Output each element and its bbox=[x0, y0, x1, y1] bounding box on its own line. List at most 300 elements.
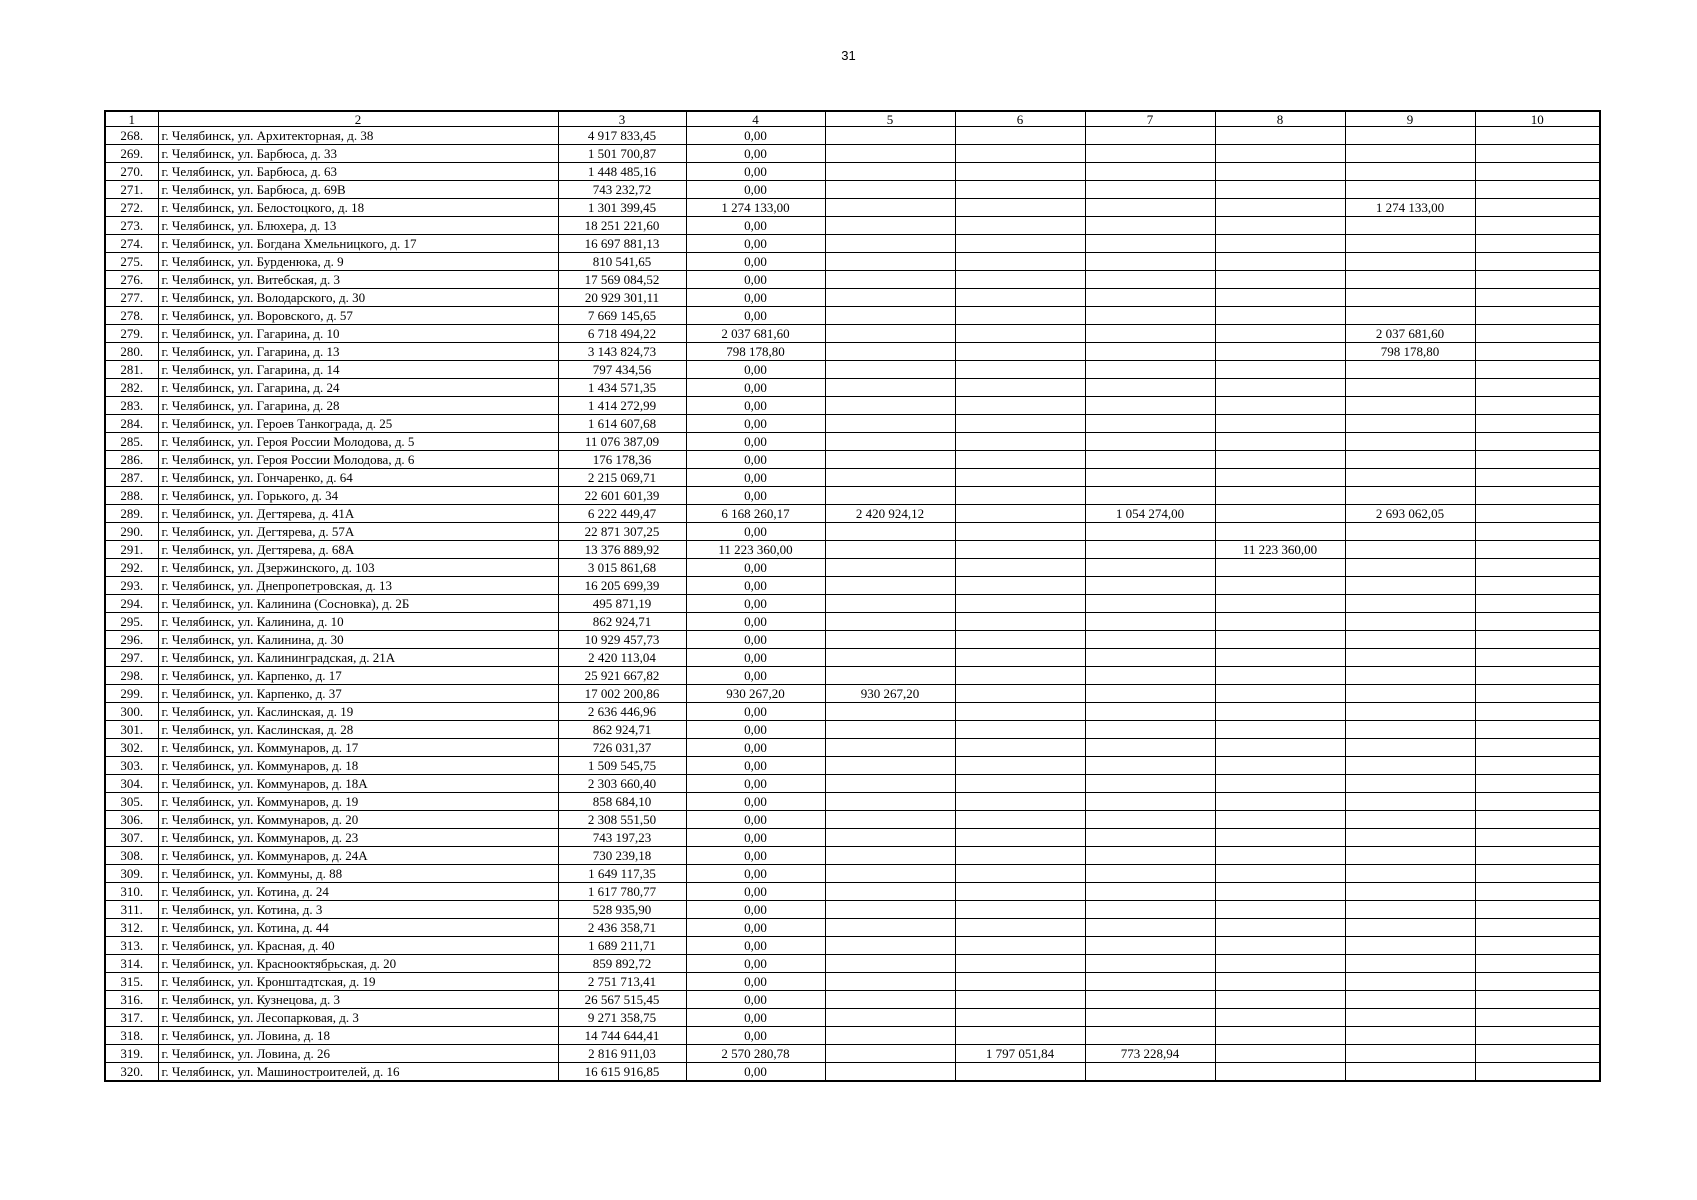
col-5-cell bbox=[825, 487, 955, 505]
table-row bbox=[105, 703, 1600, 721]
col-total-cost-cell: 2 636 446,96 bbox=[558, 703, 686, 721]
col-address-cell: г. Челябинск, ул. Воровского, д. 57 bbox=[158, 307, 558, 325]
col-9-cell bbox=[1345, 127, 1475, 145]
col-5-cell bbox=[825, 937, 955, 955]
col-10-cell bbox=[1475, 649, 1600, 667]
col-total-cost-cell: 16 697 881,13 bbox=[558, 235, 686, 253]
col-address-cell: г. Челябинск, ул. Дегтярева, д. 41А bbox=[158, 505, 558, 523]
col-8-cell bbox=[1215, 901, 1345, 919]
col-address-cell: г. Челябинск, ул. Калинина (Сосновка), д. 2Б bbox=[158, 595, 558, 613]
col-5-cell bbox=[825, 631, 955, 649]
col-total-cost-cell: 528 935,90 bbox=[558, 901, 686, 919]
col-10-cell bbox=[1475, 865, 1600, 883]
col-9-cell bbox=[1345, 883, 1475, 901]
col-amount-cell: 0,00 bbox=[686, 613, 825, 631]
col-amount-cell: 0,00 bbox=[686, 433, 825, 451]
col-6-cell bbox=[955, 973, 1085, 991]
col-number-cell: 270. bbox=[105, 163, 158, 181]
col-number-cell: 273. bbox=[105, 217, 158, 235]
table-row bbox=[105, 847, 1600, 865]
col-7-cell bbox=[1085, 523, 1215, 541]
col-6-cell bbox=[955, 739, 1085, 757]
col-5-cell bbox=[825, 325, 955, 343]
col-6-cell bbox=[955, 289, 1085, 307]
col-number-cell: 282. bbox=[105, 379, 158, 397]
col-10-cell bbox=[1475, 217, 1600, 235]
col-8-cell bbox=[1215, 973, 1345, 991]
col-address-cell: г. Челябинск, ул. Блюхера, д. 13 bbox=[158, 217, 558, 235]
table-row bbox=[105, 145, 1600, 163]
col-9-cell bbox=[1345, 631, 1475, 649]
col-7-cell bbox=[1085, 991, 1215, 1009]
col-5-cell bbox=[825, 307, 955, 325]
col-7-cell bbox=[1085, 775, 1215, 793]
col-number-cell: 274. bbox=[105, 235, 158, 253]
col-8-cell bbox=[1215, 343, 1345, 361]
col-amount-cell: 0,00 bbox=[686, 163, 825, 181]
col-8-cell bbox=[1215, 991, 1345, 1009]
col-10-cell bbox=[1475, 163, 1600, 181]
col-6-cell bbox=[955, 775, 1085, 793]
col-8-cell bbox=[1215, 199, 1345, 217]
col-10-cell bbox=[1475, 991, 1600, 1009]
col-5-cell bbox=[825, 955, 955, 973]
col-amount-cell: 0,00 bbox=[686, 379, 825, 397]
col-total-cost-cell: 1 649 117,35 bbox=[558, 865, 686, 883]
col-6-cell bbox=[955, 181, 1085, 199]
col-number-cell: 292. bbox=[105, 559, 158, 577]
col-9-cell bbox=[1345, 649, 1475, 667]
col-total-cost-cell: 726 031,37 bbox=[558, 739, 686, 757]
page-number: 31 bbox=[841, 48, 856, 63]
col-9-cell bbox=[1345, 451, 1475, 469]
col-9-cell bbox=[1345, 721, 1475, 739]
col-10-cell bbox=[1475, 1063, 1600, 1082]
col-6-cell: 1 797 051,84 bbox=[955, 1045, 1085, 1063]
col-9-cell bbox=[1345, 1009, 1475, 1027]
col-address-cell: г. Челябинск, ул. Лесопарковая, д. 3 bbox=[158, 1009, 558, 1027]
col-number-cell: 312. bbox=[105, 919, 158, 937]
col-amount-cell: 0,00 bbox=[686, 217, 825, 235]
col-address-cell: г. Челябинск, ул. Героя России Молодова, д. 6 bbox=[158, 451, 558, 469]
col-7-cell bbox=[1085, 487, 1215, 505]
col-10-cell bbox=[1475, 433, 1600, 451]
col-9-cell bbox=[1345, 865, 1475, 883]
col-amount-cell: 0,00 bbox=[686, 127, 825, 145]
col-9-cell: 2 693 062,05 bbox=[1345, 505, 1475, 523]
col-5-cell bbox=[825, 433, 955, 451]
col-6-cell bbox=[955, 847, 1085, 865]
col-total-cost-cell: 1 414 272,99 bbox=[558, 397, 686, 415]
col-10-cell bbox=[1475, 523, 1600, 541]
col-8-cell bbox=[1215, 433, 1345, 451]
col-6-cell bbox=[955, 1063, 1085, 1082]
table-row bbox=[105, 127, 1600, 145]
col-number-cell: 315. bbox=[105, 973, 158, 991]
col-9-cell bbox=[1345, 307, 1475, 325]
table-body bbox=[105, 127, 1600, 1082]
col-number-cell: 309. bbox=[105, 865, 158, 883]
col-address-cell: г. Челябинск, ул. Володарского, д. 30 bbox=[158, 289, 558, 307]
col-address-cell: г. Челябинск, ул. Котина, д. 3 bbox=[158, 901, 558, 919]
col-5-cell bbox=[825, 973, 955, 991]
col-6-cell bbox=[955, 919, 1085, 937]
col-total-cost-cell: 1 617 780,77 bbox=[558, 883, 686, 901]
col-address-cell: г. Челябинск, ул. Карпенко, д. 17 bbox=[158, 667, 558, 685]
col-9-cell bbox=[1345, 361, 1475, 379]
col-10-cell bbox=[1475, 667, 1600, 685]
col-number-cell: 288. bbox=[105, 487, 158, 505]
col-total-cost-cell: 22 871 307,25 bbox=[558, 523, 686, 541]
col-number-cell: 286. bbox=[105, 451, 158, 469]
col-6-cell bbox=[955, 433, 1085, 451]
col-10-cell bbox=[1475, 721, 1600, 739]
col-6-cell bbox=[955, 991, 1085, 1009]
col-7-cell bbox=[1085, 793, 1215, 811]
table-row bbox=[105, 649, 1600, 667]
col-total-cost-cell: 18 251 221,60 bbox=[558, 217, 686, 235]
col-address-cell: г. Челябинск, ул. Калининградская, д. 21А bbox=[158, 649, 558, 667]
column-header-9: 9 bbox=[1345, 111, 1475, 127]
col-7-cell bbox=[1085, 253, 1215, 271]
col-6-cell bbox=[955, 685, 1085, 703]
col-number-cell: 285. bbox=[105, 433, 158, 451]
col-total-cost-cell: 743 197,23 bbox=[558, 829, 686, 847]
col-5-cell bbox=[825, 847, 955, 865]
col-amount-cell: 0,00 bbox=[686, 973, 825, 991]
col-6-cell bbox=[955, 883, 1085, 901]
col-6-cell bbox=[955, 613, 1085, 631]
col-total-cost-cell: 25 921 667,82 bbox=[558, 667, 686, 685]
col-5-cell bbox=[825, 343, 955, 361]
col-10-cell bbox=[1475, 307, 1600, 325]
col-8-cell bbox=[1215, 271, 1345, 289]
col-number-cell: 295. bbox=[105, 613, 158, 631]
col-address-cell: г. Челябинск, ул. Гагарина, д. 13 bbox=[158, 343, 558, 361]
col-7-cell bbox=[1085, 1027, 1215, 1045]
col-10-cell bbox=[1475, 325, 1600, 343]
col-7-cell bbox=[1085, 865, 1215, 883]
col-amount-cell: 0,00 bbox=[686, 145, 825, 163]
col-address-cell: г. Челябинск, ул. Коммунаров, д. 18А bbox=[158, 775, 558, 793]
table-row bbox=[105, 469, 1600, 487]
col-10-cell bbox=[1475, 631, 1600, 649]
col-total-cost-cell: 3 143 824,73 bbox=[558, 343, 686, 361]
col-6-cell bbox=[955, 559, 1085, 577]
col-8-cell bbox=[1215, 181, 1345, 199]
col-9-cell: 798 178,80 bbox=[1345, 343, 1475, 361]
col-10-cell bbox=[1475, 937, 1600, 955]
col-6-cell bbox=[955, 361, 1085, 379]
col-total-cost-cell: 1 689 211,71 bbox=[558, 937, 686, 955]
col-amount-cell: 0,00 bbox=[686, 487, 825, 505]
col-9-cell bbox=[1345, 145, 1475, 163]
table-row bbox=[105, 631, 1600, 649]
col-5-cell bbox=[825, 379, 955, 397]
col-9-cell bbox=[1345, 289, 1475, 307]
col-address-cell: г. Челябинск, ул. Калинина, д. 30 bbox=[158, 631, 558, 649]
col-number-cell: 314. bbox=[105, 955, 158, 973]
col-total-cost-cell: 17 569 084,52 bbox=[558, 271, 686, 289]
col-address-cell: г. Челябинск, ул. Дегтярева, д. 57А bbox=[158, 523, 558, 541]
col-6-cell bbox=[955, 379, 1085, 397]
col-address-cell: г. Челябинск, ул. Архитекторная, д. 38 bbox=[158, 127, 558, 145]
col-8-cell bbox=[1215, 559, 1345, 577]
table-row bbox=[105, 199, 1600, 217]
col-7-cell bbox=[1085, 613, 1215, 631]
col-address-cell: г. Челябинск, ул. Бурденюка, д. 9 bbox=[158, 253, 558, 271]
col-8-cell bbox=[1215, 595, 1345, 613]
col-amount-cell: 2 570 280,78 bbox=[686, 1045, 825, 1063]
col-7-cell bbox=[1085, 937, 1215, 955]
col-address-cell: г. Челябинск, ул. Дегтярева, д. 68А bbox=[158, 541, 558, 559]
col-amount-cell: 0,00 bbox=[686, 937, 825, 955]
col-7-cell bbox=[1085, 1063, 1215, 1082]
col-6-cell bbox=[955, 667, 1085, 685]
col-7-cell bbox=[1085, 883, 1215, 901]
table-row bbox=[105, 307, 1600, 325]
col-amount-cell: 0,00 bbox=[686, 361, 825, 379]
table-row bbox=[105, 1045, 1600, 1063]
col-address-cell: г. Челябинск, ул. Гагарина, д. 28 bbox=[158, 397, 558, 415]
col-5-cell bbox=[825, 415, 955, 433]
column-header-4: 4 bbox=[686, 111, 825, 127]
col-5-cell bbox=[825, 271, 955, 289]
col-amount-cell: 0,00 bbox=[686, 1027, 825, 1045]
col-total-cost-cell: 1 434 571,35 bbox=[558, 379, 686, 397]
col-10-cell bbox=[1475, 199, 1600, 217]
col-6-cell bbox=[955, 1009, 1085, 1027]
col-6-cell bbox=[955, 271, 1085, 289]
col-8-cell bbox=[1215, 613, 1345, 631]
col-address-cell: г. Челябинск, ул. Краснооктябрьская, д. 20 bbox=[158, 955, 558, 973]
col-address-cell: г. Челябинск, ул. Барбюса, д. 63 bbox=[158, 163, 558, 181]
col-number-cell: 317. bbox=[105, 1009, 158, 1027]
col-number-cell: 279. bbox=[105, 325, 158, 343]
col-5-cell bbox=[825, 811, 955, 829]
col-6-cell bbox=[955, 793, 1085, 811]
col-7-cell bbox=[1085, 1009, 1215, 1027]
table-row bbox=[105, 721, 1600, 739]
col-10-cell bbox=[1475, 379, 1600, 397]
col-amount-cell: 0,00 bbox=[686, 955, 825, 973]
col-7-cell bbox=[1085, 163, 1215, 181]
col-address-cell: г. Челябинск, ул. Витебская, д. 3 bbox=[158, 271, 558, 289]
table-row bbox=[105, 235, 1600, 253]
col-address-cell: г. Челябинск, ул. Котина, д. 44 bbox=[158, 919, 558, 937]
col-amount-cell: 0,00 bbox=[686, 451, 825, 469]
col-number-cell: 301. bbox=[105, 721, 158, 739]
col-number-cell: 276. bbox=[105, 271, 158, 289]
col-total-cost-cell: 495 871,19 bbox=[558, 595, 686, 613]
col-number-cell: 319. bbox=[105, 1045, 158, 1063]
col-6-cell bbox=[955, 703, 1085, 721]
col-address-cell: г. Челябинск, ул. Ловина, д. 26 bbox=[158, 1045, 558, 1063]
col-10-cell bbox=[1475, 757, 1600, 775]
col-7-cell bbox=[1085, 289, 1215, 307]
col-7-cell bbox=[1085, 199, 1215, 217]
col-number-cell: 269. bbox=[105, 145, 158, 163]
col-amount-cell: 0,00 bbox=[686, 991, 825, 1009]
col-amount-cell: 0,00 bbox=[686, 307, 825, 325]
col-total-cost-cell: 6 718 494,22 bbox=[558, 325, 686, 343]
col-7-cell bbox=[1085, 685, 1215, 703]
col-8-cell bbox=[1215, 775, 1345, 793]
col-5-cell bbox=[825, 703, 955, 721]
col-6-cell bbox=[955, 199, 1085, 217]
col-7-cell bbox=[1085, 559, 1215, 577]
column-header-5: 5 bbox=[825, 111, 955, 127]
col-amount-cell: 0,00 bbox=[686, 649, 825, 667]
col-total-cost-cell: 858 684,10 bbox=[558, 793, 686, 811]
table-row bbox=[105, 973, 1600, 991]
col-amount-cell: 0,00 bbox=[686, 667, 825, 685]
table-row bbox=[105, 505, 1600, 523]
col-8-cell bbox=[1215, 865, 1345, 883]
table-row bbox=[105, 1009, 1600, 1027]
col-number-cell: 283. bbox=[105, 397, 158, 415]
col-number-cell: 311. bbox=[105, 901, 158, 919]
table-row bbox=[105, 343, 1600, 361]
col-5-cell bbox=[825, 163, 955, 181]
table-row bbox=[105, 325, 1600, 343]
col-total-cost-cell: 810 541,65 bbox=[558, 253, 686, 271]
table-row bbox=[105, 793, 1600, 811]
col-5-cell bbox=[825, 577, 955, 595]
column-number-row bbox=[105, 111, 1600, 127]
col-6-cell bbox=[955, 811, 1085, 829]
col-9-cell bbox=[1345, 901, 1475, 919]
col-total-cost-cell: 1 301 399,45 bbox=[558, 199, 686, 217]
col-number-cell: 320. bbox=[105, 1063, 158, 1082]
col-total-cost-cell: 7 669 145,65 bbox=[558, 307, 686, 325]
col-10-cell bbox=[1475, 181, 1600, 199]
col-8-cell bbox=[1215, 703, 1345, 721]
col-10-cell bbox=[1475, 847, 1600, 865]
col-7-cell bbox=[1085, 739, 1215, 757]
table-row bbox=[105, 685, 1600, 703]
table-row bbox=[105, 289, 1600, 307]
table-row bbox=[105, 991, 1600, 1009]
col-6-cell bbox=[955, 1027, 1085, 1045]
col-10-cell bbox=[1475, 469, 1600, 487]
col-number-cell: 275. bbox=[105, 253, 158, 271]
col-8-cell bbox=[1215, 793, 1345, 811]
col-total-cost-cell: 3 015 861,68 bbox=[558, 559, 686, 577]
col-9-cell bbox=[1345, 577, 1475, 595]
table-row bbox=[105, 829, 1600, 847]
col-7-cell bbox=[1085, 145, 1215, 163]
col-9-cell bbox=[1345, 271, 1475, 289]
col-6-cell bbox=[955, 397, 1085, 415]
col-address-cell: г. Челябинск, ул. Коммунаров, д. 17 bbox=[158, 739, 558, 757]
col-9-cell bbox=[1345, 775, 1475, 793]
col-amount-cell: 0,00 bbox=[686, 559, 825, 577]
column-header-1: 1 bbox=[105, 111, 158, 127]
col-5-cell bbox=[825, 793, 955, 811]
col-8-cell bbox=[1215, 145, 1345, 163]
col-6-cell bbox=[955, 937, 1085, 955]
col-5-cell bbox=[825, 883, 955, 901]
column-header-8: 8 bbox=[1215, 111, 1345, 127]
table-row bbox=[105, 775, 1600, 793]
col-address-cell: г. Челябинск, ул. Кронштадтская, д. 19 bbox=[158, 973, 558, 991]
col-7-cell bbox=[1085, 127, 1215, 145]
col-10-cell bbox=[1475, 289, 1600, 307]
table-row bbox=[105, 541, 1600, 559]
col-5-cell bbox=[825, 559, 955, 577]
col-10-cell bbox=[1475, 1027, 1600, 1045]
col-7-cell bbox=[1085, 415, 1215, 433]
col-6-cell bbox=[955, 523, 1085, 541]
col-8-cell bbox=[1215, 883, 1345, 901]
col-number-cell: 284. bbox=[105, 415, 158, 433]
col-total-cost-cell: 2 751 713,41 bbox=[558, 973, 686, 991]
col-total-cost-cell: 1 448 485,16 bbox=[558, 163, 686, 181]
col-7-cell bbox=[1085, 847, 1215, 865]
col-9-cell: 2 037 681,60 bbox=[1345, 325, 1475, 343]
col-10-cell bbox=[1475, 901, 1600, 919]
col-total-cost-cell: 862 924,71 bbox=[558, 721, 686, 739]
col-7-cell bbox=[1085, 433, 1215, 451]
table-row bbox=[105, 937, 1600, 955]
col-6-cell bbox=[955, 451, 1085, 469]
col-8-cell bbox=[1215, 415, 1345, 433]
col-5-cell bbox=[825, 829, 955, 847]
col-5-cell bbox=[825, 235, 955, 253]
col-number-cell: 271. bbox=[105, 181, 158, 199]
col-10-cell bbox=[1475, 829, 1600, 847]
col-10-cell bbox=[1475, 397, 1600, 415]
col-9-cell bbox=[1345, 829, 1475, 847]
col-number-cell: 272. bbox=[105, 199, 158, 217]
col-7-cell bbox=[1085, 667, 1215, 685]
col-amount-cell: 0,00 bbox=[686, 181, 825, 199]
col-6-cell bbox=[955, 631, 1085, 649]
col-6-cell bbox=[955, 505, 1085, 523]
col-number-cell: 294. bbox=[105, 595, 158, 613]
col-10-cell bbox=[1475, 613, 1600, 631]
col-7-cell bbox=[1085, 307, 1215, 325]
col-8-cell bbox=[1215, 721, 1345, 739]
col-8-cell bbox=[1215, 577, 1345, 595]
col-6-cell bbox=[955, 865, 1085, 883]
col-address-cell: г. Челябинск, ул. Коммунаров, д. 23 bbox=[158, 829, 558, 847]
col-8-cell bbox=[1215, 487, 1345, 505]
col-total-cost-cell: 17 002 200,86 bbox=[558, 685, 686, 703]
col-5-cell bbox=[825, 649, 955, 667]
col-address-cell: г. Челябинск, ул. Гагарина, д. 10 bbox=[158, 325, 558, 343]
col-9-cell bbox=[1345, 919, 1475, 937]
col-10-cell bbox=[1475, 595, 1600, 613]
col-amount-cell: 0,00 bbox=[686, 595, 825, 613]
col-10-cell bbox=[1475, 1009, 1600, 1027]
col-total-cost-cell: 1 501 700,87 bbox=[558, 145, 686, 163]
col-number-cell: 316. bbox=[105, 991, 158, 1009]
col-5-cell bbox=[825, 901, 955, 919]
col-5-cell bbox=[825, 451, 955, 469]
col-6-cell bbox=[955, 541, 1085, 559]
col-8-cell bbox=[1215, 955, 1345, 973]
col-10-cell bbox=[1475, 919, 1600, 937]
col-9-cell bbox=[1345, 379, 1475, 397]
col-10-cell bbox=[1475, 811, 1600, 829]
col-total-cost-cell: 2 420 113,04 bbox=[558, 649, 686, 667]
col-7-cell bbox=[1085, 811, 1215, 829]
col-10-cell bbox=[1475, 487, 1600, 505]
col-5-cell bbox=[825, 991, 955, 1009]
col-6-cell bbox=[955, 415, 1085, 433]
